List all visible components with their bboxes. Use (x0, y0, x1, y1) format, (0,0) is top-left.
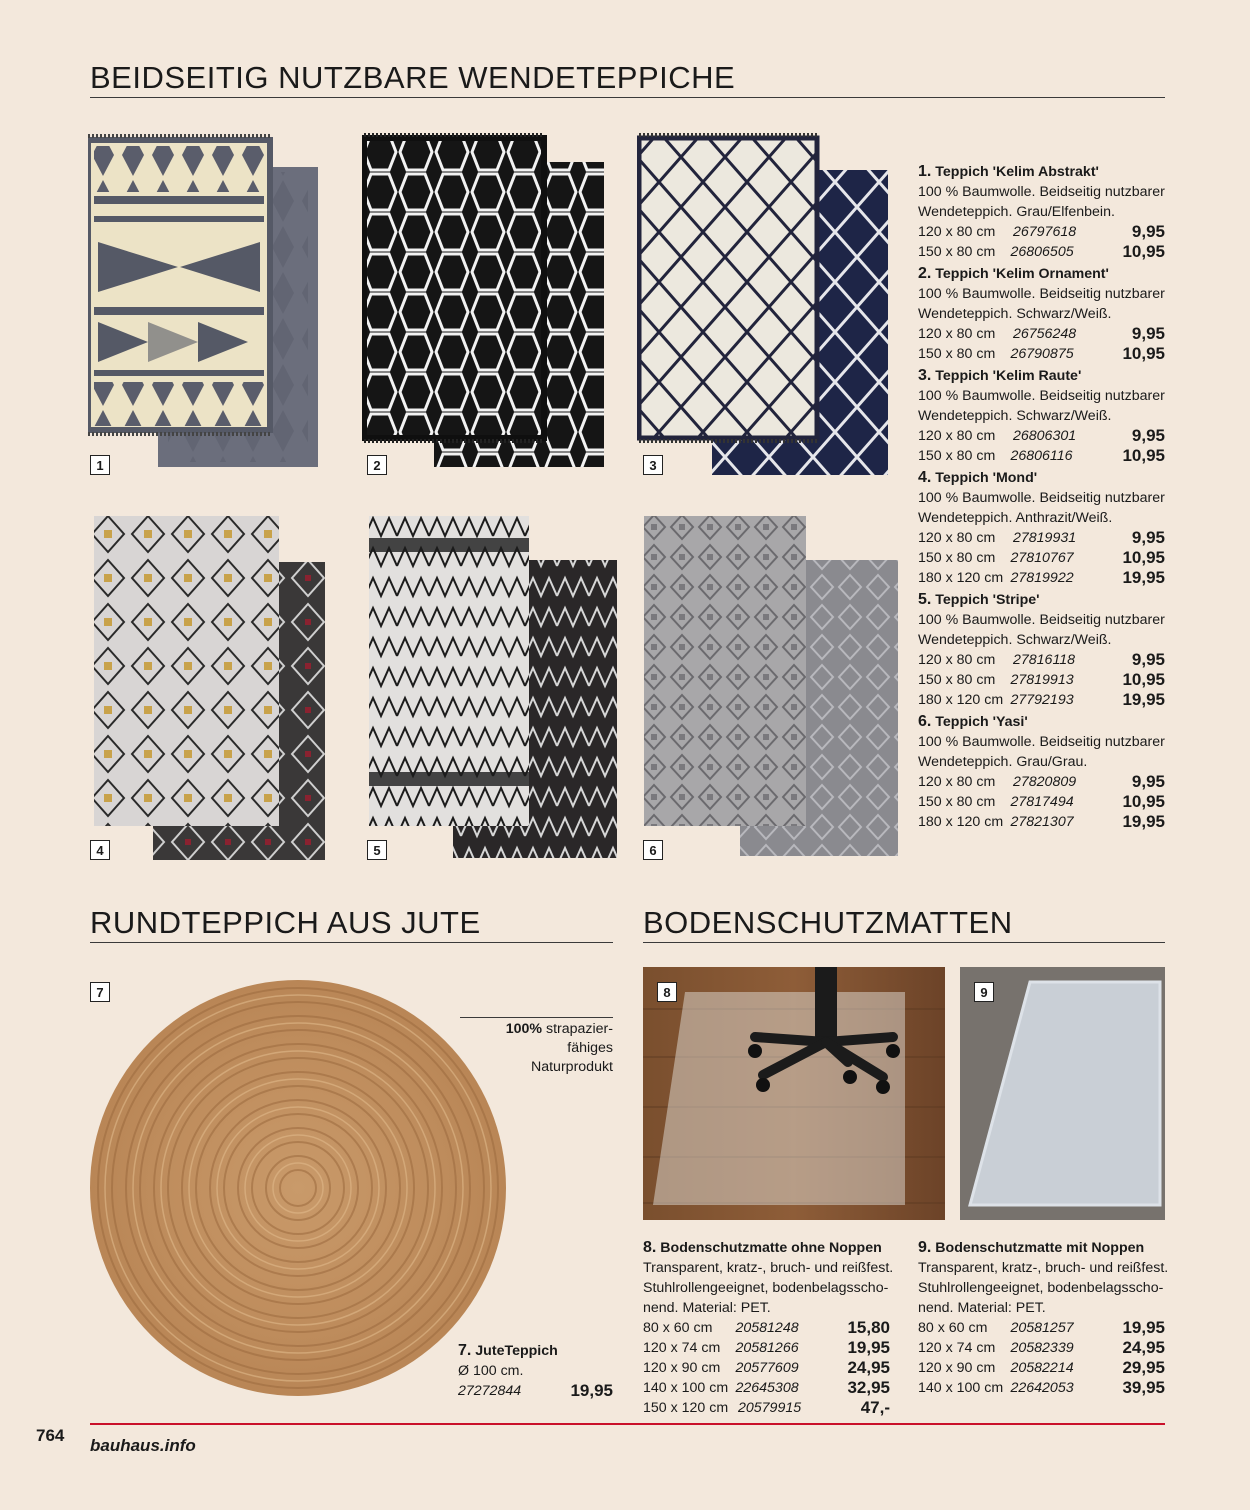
size: 150 x 80 cm (918, 448, 996, 464)
price: 9,95 (1131, 772, 1165, 791)
price: 19,95 (1122, 1318, 1165, 1337)
price: 9,95 (1131, 426, 1165, 445)
price-row (918, 1338, 1165, 1358)
price-row (918, 670, 1165, 690)
size: 120 x 90 cm (643, 1360, 721, 1376)
heading-bodenschutzmatten: BODENSCHUTZMATTEN (643, 905, 1013, 940)
article-number: 26806301 (1013, 428, 1077, 444)
image-number-1: 1 (90, 455, 110, 475)
product-number: 8. (643, 1239, 657, 1256)
article-number: 20579915 (738, 1400, 802, 1416)
jute-rug-image (83, 977, 513, 1399)
price-row (918, 568, 1165, 588)
size: 140 x 100 cm (643, 1380, 729, 1396)
price: 19,95 (570, 1381, 613, 1400)
rug-image-kelim-raute (637, 132, 895, 482)
product-title (643, 1238, 890, 1258)
price-row (643, 1318, 890, 1338)
product-title (918, 366, 1165, 386)
price: 9,95 (1131, 222, 1165, 241)
price-row (918, 528, 1165, 548)
mat-image-mit-noppen (960, 967, 1165, 1220)
article-number: 26797618 (1013, 224, 1077, 240)
price: 10,95 (1122, 670, 1165, 689)
mat-image-ohne-noppen (643, 967, 945, 1220)
product-desc: 100 % Baumwolle. Beidseitig nutzbarer (918, 286, 1165, 302)
heading-wendeteppiche: BEIDSEITIG NUTZBARE WENDETEPPICHE (90, 60, 736, 95)
price: 10,95 (1122, 548, 1165, 567)
size: 150 x 80 cm (918, 346, 996, 362)
size: 180 x 120 cm (918, 814, 1004, 830)
product-title (918, 264, 1165, 284)
size: 120 x 90 cm (918, 1360, 996, 1376)
product-item (918, 468, 1165, 588)
size: 120 x 80 cm (918, 652, 996, 668)
product-number: 3. (918, 367, 932, 384)
page-number: 764 (36, 1426, 65, 1445)
price-row (643, 1338, 890, 1358)
product-list-wendeteppiche (918, 162, 1165, 834)
price: 9,95 (1131, 650, 1165, 669)
product-desc: Wendeteppich. Anthrazit/Weiß. (918, 510, 1113, 526)
heading-rundteppich: RUNDTEPPICH AUS JUTE (90, 905, 481, 940)
size: 120 x 74 cm (643, 1340, 721, 1356)
price-row (918, 344, 1165, 364)
price-row (918, 222, 1165, 242)
callout-line: strapazier- (545, 1021, 613, 1037)
product-number: 2. (918, 265, 932, 282)
product-name: Bodenschutzmatte mit Noppen (935, 1240, 1145, 1256)
price: 24,95 (847, 1358, 890, 1377)
price-row (918, 812, 1165, 832)
size: 150 x 80 cm (918, 244, 996, 260)
size: 180 x 120 cm (918, 570, 1004, 586)
product-name: Teppich 'Kelim Abstrakt' (935, 164, 1099, 180)
product-item (918, 264, 1165, 364)
product-title (918, 468, 1165, 488)
heading-rule (90, 97, 1165, 98)
price: 10,95 (1122, 344, 1165, 363)
rug-image-yasi (640, 512, 900, 862)
callout-strong: 100% (505, 1021, 543, 1037)
article-number: 20581248 (735, 1320, 799, 1336)
price: 24,95 (1122, 1338, 1165, 1357)
article-number: 27821307 (1010, 814, 1074, 830)
article-number: 26806116 (1010, 448, 1073, 464)
product-jute (458, 1341, 613, 1401)
product-desc: nend. Material: PET. (643, 1300, 771, 1316)
price-row (643, 1378, 890, 1398)
product-desc: Transparent, kratz-, bruch- und reißfest. (643, 1260, 894, 1276)
product-item (918, 162, 1165, 262)
product-desc: Transparent, kratz-, bruch- und reißfest. (918, 1260, 1169, 1276)
price: 19,95 (847, 1338, 890, 1357)
product-name: Teppich 'Yasi' (935, 714, 1028, 730)
product-name: Teppich 'Kelim Ornament' (935, 266, 1109, 282)
product-name: JuteTeppich (475, 1343, 558, 1359)
price: 29,95 (1122, 1358, 1165, 1377)
article-number: 27819913 (1010, 672, 1074, 688)
size: 120 x 74 cm (918, 1340, 996, 1356)
price: 19,95 (1122, 812, 1165, 831)
price-row (918, 446, 1165, 466)
size: 150 x 80 cm (918, 672, 996, 688)
price-row (918, 242, 1165, 262)
article-number: 27272844 (458, 1383, 522, 1399)
price: 9,95 (1131, 528, 1165, 547)
article-number: 26756248 (1013, 326, 1077, 342)
article-number: 20582214 (1010, 1360, 1074, 1376)
price: 15,80 (847, 1318, 890, 1337)
article-number: 20582339 (1010, 1340, 1074, 1356)
article-number: 27816118 (1013, 652, 1076, 668)
image-number-7: 7 (90, 982, 110, 1002)
article-number: 22642053 (1010, 1380, 1074, 1396)
article-number: 20581257 (1010, 1320, 1074, 1336)
product-item (918, 366, 1165, 466)
product-desc: Stuhlrollengeeignet, bodenbelagsscho- (643, 1280, 889, 1296)
rug-image-kelim-ornament (362, 132, 612, 477)
price-row (918, 772, 1165, 792)
product-item (918, 590, 1165, 710)
size: 150 x 80 cm (918, 794, 996, 810)
product-item (918, 712, 1165, 832)
size: 80 x 60 cm (643, 1320, 713, 1336)
product-number: 6. (918, 713, 932, 730)
size: 120 x 80 cm (918, 224, 996, 240)
product-name: Teppich 'Stripe' (935, 592, 1040, 608)
product-number: 1. (918, 163, 932, 180)
size: 80 x 60 cm (918, 1320, 988, 1336)
product-title (918, 1238, 1165, 1258)
product-desc: 100 % Baumwolle. Beidseitig nutzbarer (918, 612, 1165, 628)
callout-rule (460, 1017, 613, 1018)
image-number-3: 3 (643, 455, 663, 475)
image-number-4: 4 (90, 840, 110, 860)
price: 10,95 (1122, 792, 1165, 811)
product-desc: 100 % Baumwolle. Beidseitig nutzbarer (918, 388, 1165, 404)
price: 39,95 (1122, 1378, 1165, 1397)
price-row (643, 1358, 890, 1378)
product-desc: 100 % Baumwolle. Beidseitig nutzbarer (918, 184, 1165, 200)
image-number-8: 8 (657, 982, 677, 1002)
product-number: 4. (918, 469, 932, 486)
article-number: 27819931 (1013, 530, 1077, 546)
rug-image-kelim-abstrakt (88, 132, 320, 477)
price-row (918, 1378, 1165, 1398)
product-number: 9. (918, 1239, 932, 1256)
image-number-2: 2 (367, 455, 387, 475)
product-desc: Stuhlrollengeeignet, bodenbelagsscho- (918, 1280, 1164, 1296)
jute-callout (460, 1020, 613, 1077)
product-desc: Wendeteppich. Schwarz/Weiß. (918, 306, 1112, 322)
article-number: 20581266 (735, 1340, 799, 1356)
size: 120 x 80 cm (918, 774, 996, 790)
price-row (918, 1358, 1165, 1378)
product-name: Teppich 'Mond' (935, 470, 1038, 486)
size: 150 x 120 cm (643, 1400, 729, 1416)
price-row (918, 650, 1165, 670)
price-row (918, 1318, 1165, 1338)
price-row (643, 1398, 890, 1418)
website-link[interactable]: bauhaus.info (90, 1436, 196, 1455)
price-row (918, 548, 1165, 568)
size: 120 x 80 cm (918, 326, 996, 342)
callout-line: fähiges (567, 1040, 613, 1056)
product-number: 5. (918, 591, 932, 608)
article-number: 26790875 (1010, 346, 1074, 362)
article-number: 27819922 (1010, 570, 1074, 586)
product-desc: Ø 100 cm. (458, 1363, 524, 1379)
product-name: Bodenschutzmatte ohne Noppen (660, 1240, 882, 1256)
price: 32,95 (847, 1378, 890, 1397)
callout-line: Naturprodukt (530, 1059, 613, 1075)
product-name: Teppich 'Kelim Raute' (935, 368, 1082, 384)
image-number-6: 6 (643, 840, 663, 860)
product-desc: Wendeteppich. Grau/Grau. (918, 754, 1088, 770)
product-mat-ohne-noppen (643, 1238, 894, 1418)
price: 19,95 (1122, 568, 1165, 587)
product-desc: nend. Material: PET. (918, 1300, 1046, 1316)
product-mat-mit-noppen (918, 1238, 1169, 1398)
price-row (918, 792, 1165, 812)
product-desc: 100 % Baumwolle. Beidseitig nutzbarer (918, 734, 1165, 750)
size: 150 x 80 cm (918, 550, 996, 566)
price-row (918, 324, 1165, 344)
article-number: 27820809 (1013, 774, 1077, 790)
product-title (918, 162, 1165, 182)
rug-image-mond (88, 512, 328, 862)
footer-rule (90, 1423, 1165, 1425)
article-number: 22645308 (735, 1380, 799, 1396)
price: 10,95 (1122, 446, 1165, 465)
article-number: 27817494 (1010, 794, 1074, 810)
image-number-5: 5 (367, 840, 387, 860)
price-row (918, 426, 1165, 446)
price: 10,95 (1122, 242, 1165, 261)
product-desc: Wendeteppich. Schwarz/Weiß. (918, 632, 1112, 648)
product-desc: 100 % Baumwolle. Beidseitig nutzbarer (918, 490, 1165, 506)
rug-image-stripe (365, 512, 620, 862)
price: 19,95 (1122, 690, 1165, 709)
heading-rule (643, 942, 1165, 943)
image-number-9: 9 (974, 982, 994, 1002)
article-number: 27792193 (1010, 692, 1074, 708)
heading-rule (90, 942, 613, 943)
product-desc: Wendeteppich. Grau/Elfenbein. (918, 204, 1115, 220)
size: 180 x 120 cm (918, 692, 1004, 708)
price: 9,95 (1131, 324, 1165, 343)
product-title (918, 590, 1165, 610)
product-number: 7. (458, 1342, 472, 1359)
article-number: 26806505 (1010, 244, 1074, 260)
price-row (918, 690, 1165, 710)
product-desc: Wendeteppich. Schwarz/Weiß. (918, 408, 1112, 424)
size: 140 x 100 cm (918, 1380, 1004, 1396)
size: 120 x 80 cm (918, 428, 996, 444)
article-number: 20577609 (735, 1360, 799, 1376)
product-title (918, 712, 1165, 732)
size: 120 x 80 cm (918, 530, 996, 546)
price: 47,- (860, 1398, 890, 1417)
article-number: 27810767 (1010, 550, 1074, 566)
